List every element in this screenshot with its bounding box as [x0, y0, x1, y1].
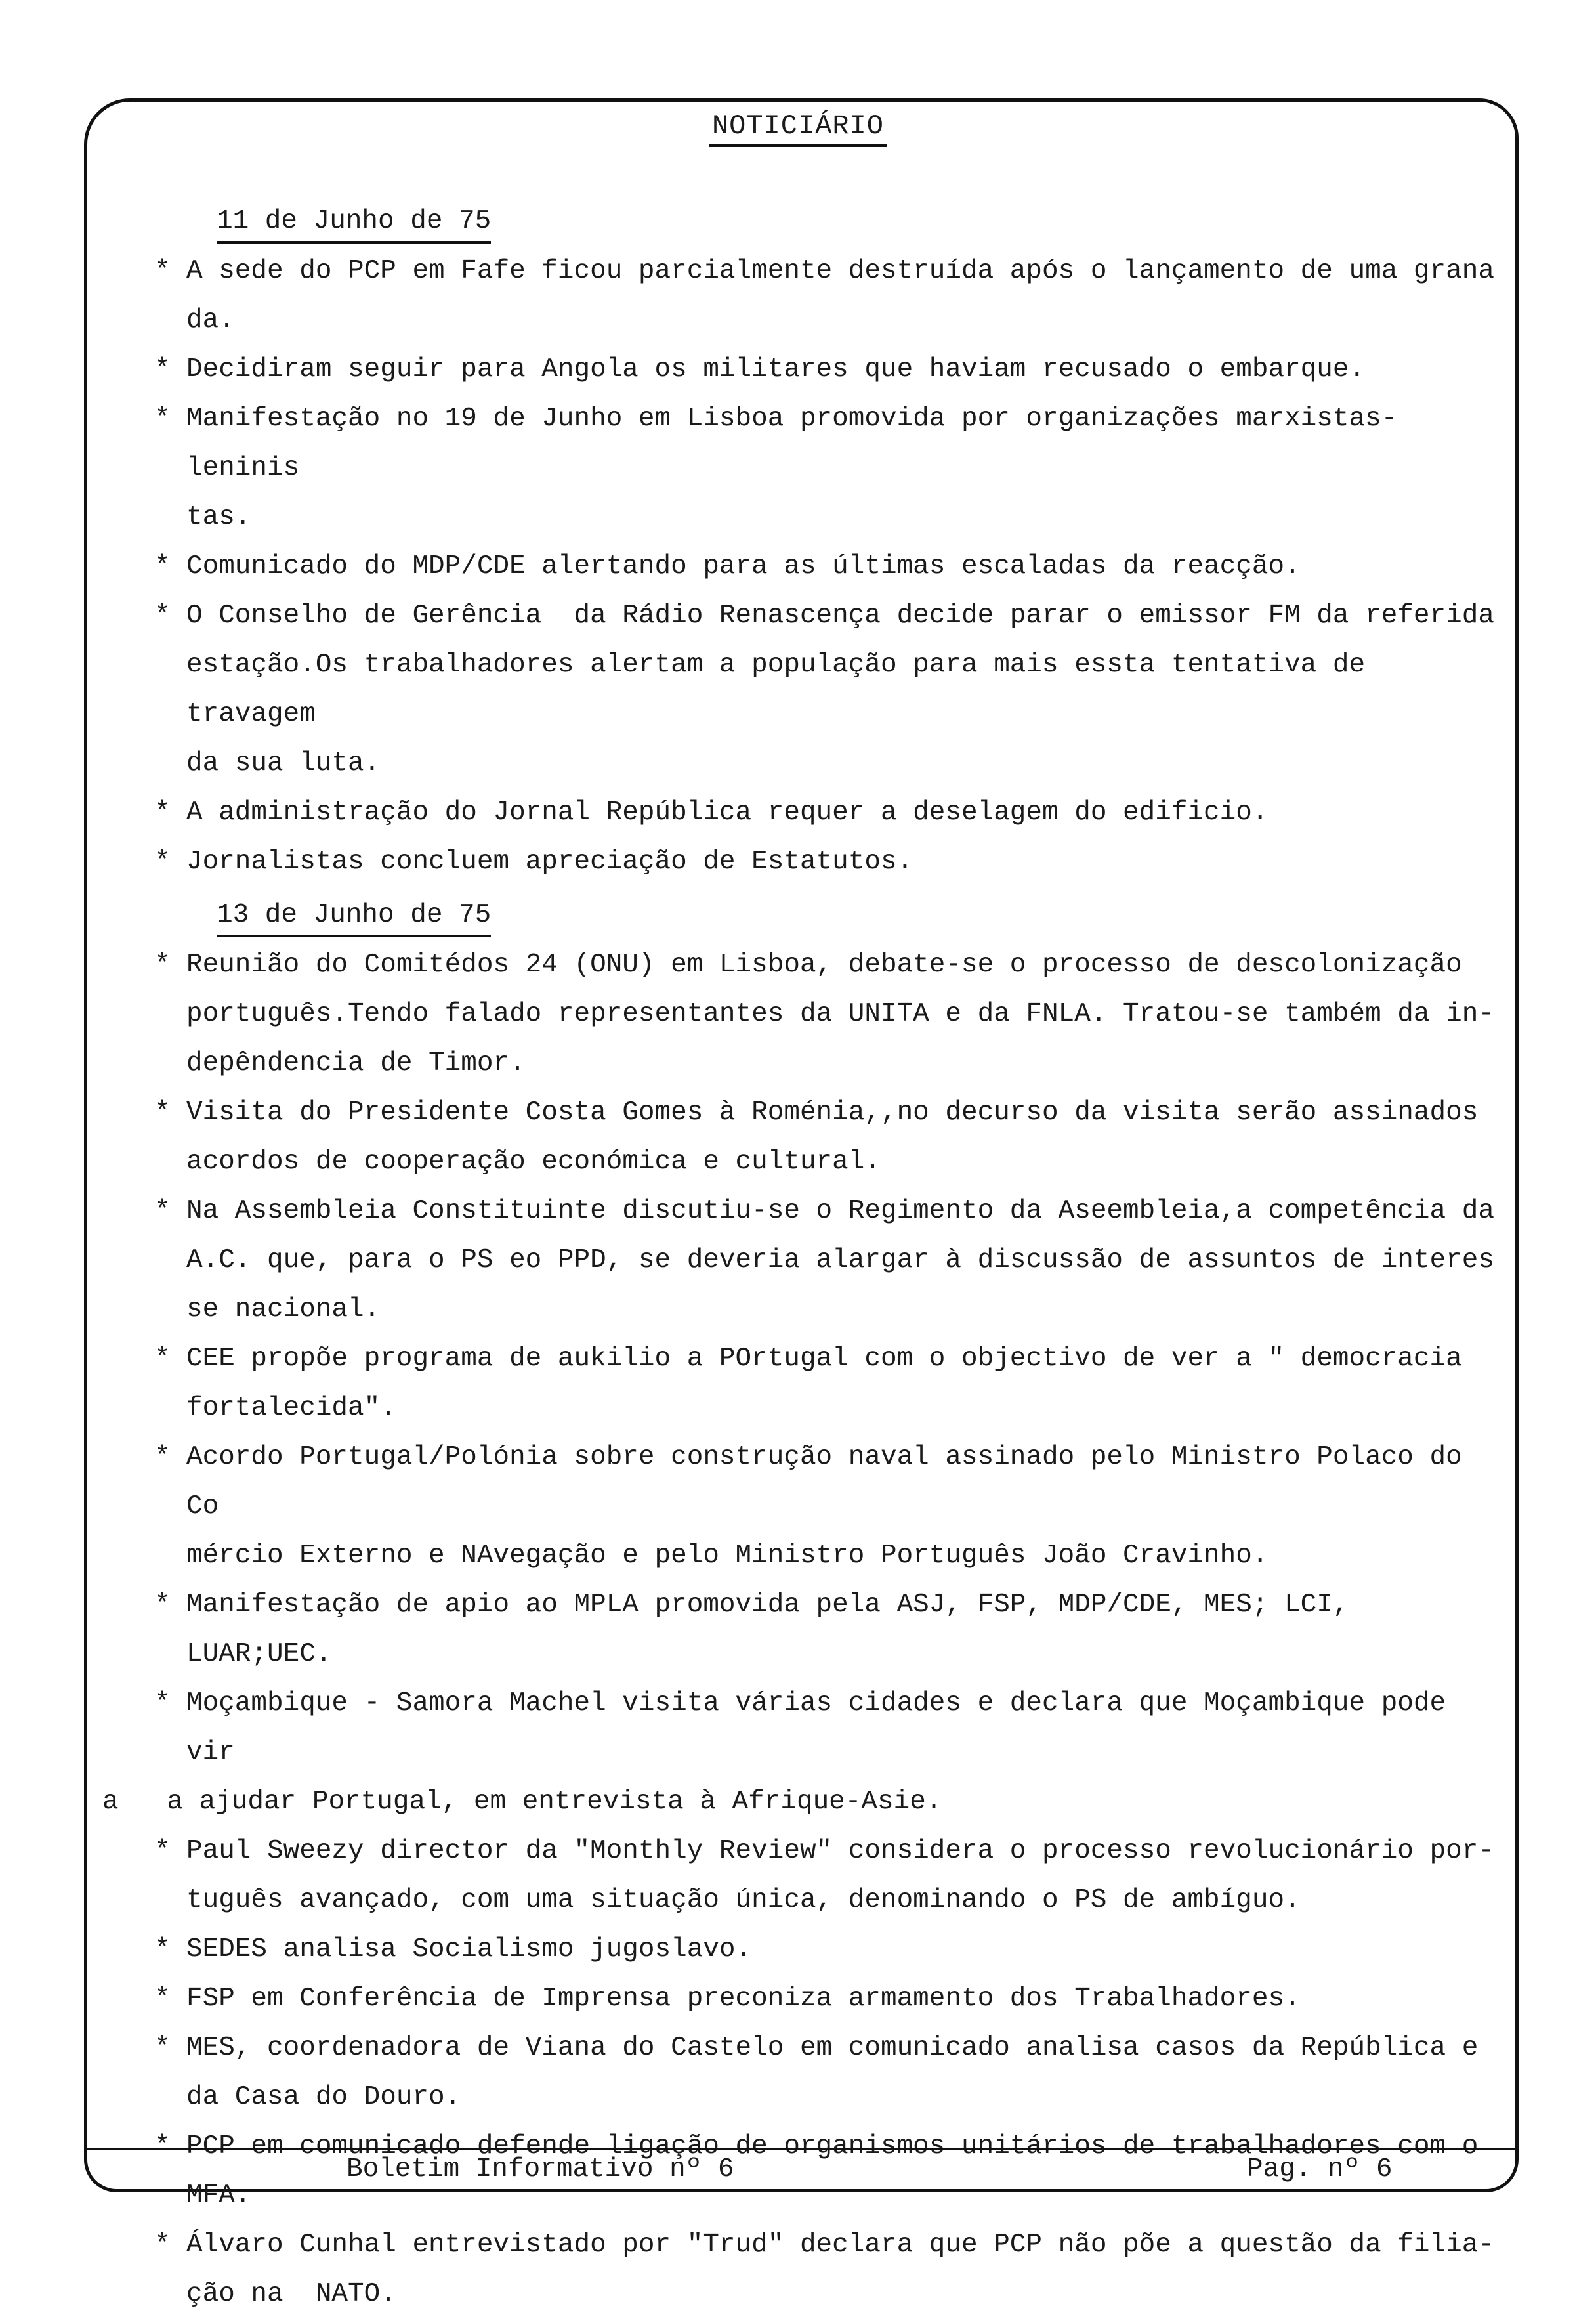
- news-item-line: a a ajudar Portugal, em entrevista à Afrique-Asie.: [102, 1787, 942, 1817]
- bullet-asterisk: *: [154, 1344, 171, 1374]
- bullet-asterisk: *: [154, 1098, 171, 1128]
- bullet-asterisk: *: [154, 256, 171, 286]
- news-item-line: Visita do Presidente Costa Gomes à Roménia,,no decurso da visita serão assinados: [186, 1098, 1479, 1128]
- news-content: [0, 197, 1596, 2323]
- news-item-line: A sede do PCP em Fafe ficou parcialmente destruída após o lançamento de uma grana: [186, 256, 1494, 286]
- bullet-asterisk: *: [154, 1688, 171, 1718]
- news-item-line: MES, coordenadora de Viana do Castelo em comunicado analisa casos da República e: [186, 2033, 1479, 2063]
- section-date-heading: 11 de Junho de 75: [217, 202, 491, 244]
- news-item: [0, 2221, 1505, 2319]
- news-item-line: Decidiram seguir para Angola os militares que haviam recusado o embarque.: [186, 354, 1366, 385]
- news-item-line: se nacional.: [186, 1294, 381, 1325]
- news-item-line: fortalecida".: [186, 1393, 396, 1423]
- bullet-asterisk: *: [154, 1442, 171, 1472]
- news-item-line: Moçambique - Samora Machel visita várias cidades e declara que Moçambique pode vir: [186, 1688, 1462, 1768]
- news-item-line: Manifestação de apio ao MPLA promovida pela ASJ, FSP, MDP/CDE, MES; LCI, LUAR;UEC.: [186, 1590, 1366, 1669]
- news-item: [0, 2024, 1505, 2122]
- news-item-line: Manifestação no 19 de Junho em Lisboa promovida por organizações marxistas-leninis: [186, 404, 1398, 483]
- section-date-heading: 13 de Junho de 75: [217, 895, 491, 937]
- section-gap: [0, 2319, 1596, 2323]
- bullet-asterisk: *: [154, 2230, 171, 2260]
- page-title: [0, 110, 1596, 142]
- news-item-line: Acordo Portugal/Polónia sobre construção naval assinado pelo Ministro Polaco do Co: [186, 1442, 1479, 1522]
- news-item-line: da.: [186, 305, 235, 335]
- footer-page-number: Pag. nº 6: [1247, 2154, 1393, 2184]
- bullet-asterisk: *: [154, 847, 171, 877]
- news-item-line: mércio Externo e NAvegação e pelo Ministro Português João Cravinho.: [186, 1541, 1269, 1571]
- section-date-row: [0, 891, 1596, 941]
- news-item-line: Jornalistas concluem apreciação de Estatutos.: [186, 847, 914, 877]
- news-item-line: CEE propõe programa de aukilio a POrtugal com o objectivo de ver a " democracia: [186, 1344, 1462, 1374]
- news-item-line: O Conselho de Gerência da Rádio Renascença decide parar o emissor FM da referida: [186, 601, 1494, 631]
- bullet-asterisk: *: [154, 798, 171, 828]
- bullet-asterisk: *: [154, 404, 171, 434]
- news-item: [0, 247, 1505, 345]
- news-item: [0, 591, 1505, 788]
- news-item-line: Na Assembleia Constituinte discutiu-se o Regimento da Aseembleia,a competência da: [186, 1196, 1494, 1226]
- news-item: [0, 838, 1505, 887]
- bullet-asterisk: *: [154, 551, 171, 582]
- news-item-line: estação.Os trabalhadores alertam a população para mais essta tentativa de travagem: [186, 650, 1381, 729]
- news-item-line: ção na NATO.: [186, 2279, 396, 2309]
- news-item: [0, 1581, 1505, 1679]
- news-item: [0, 788, 1505, 838]
- news-item-line: A.C. que, para o PS eo PPD, se deveria alargar à discussão de assuntos de interes: [186, 1245, 1494, 1275]
- news-item-line: Paul Sweezy director da "Monthly Review" considera o processo revolucionário por-: [186, 1836, 1494, 1866]
- news-item-line: FSP em Conferência de Imprensa preconiza armamento dos Trabalhadores.: [186, 1984, 1301, 2014]
- news-item: [0, 1433, 1505, 1581]
- news-item-line: MFA.: [186, 2181, 251, 2211]
- bullet-asterisk: *: [154, 2033, 171, 2063]
- bullet-asterisk: *: [154, 950, 171, 980]
- news-item: [0, 394, 1505, 542]
- news-item: [0, 1679, 1505, 1827]
- news-item-line: da sua luta.: [186, 748, 381, 778]
- news-item-line: depêndencia de Timor.: [186, 1048, 526, 1078]
- news-item-line: português.Tendo falado representantes da UNITA e da FNLA. Tratou-se também da in-: [186, 999, 1494, 1029]
- news-item: [0, 345, 1505, 394]
- news-item: [0, 1974, 1505, 2024]
- bullet-asterisk: *: [154, 601, 171, 631]
- page-title-text: NOTICIÁRIO: [709, 110, 887, 147]
- news-item: [0, 1334, 1505, 1433]
- news-item: [0, 1827, 1505, 1925]
- news-item: [0, 1187, 1505, 1334]
- footer-bulletin-label: Boletim Informativo nº 6: [346, 2154, 734, 2184]
- news-item-line: da Casa do Douro.: [186, 2082, 461, 2112]
- bullet-asterisk: *: [154, 1196, 171, 1226]
- news-item: [0, 542, 1505, 591]
- bullet-asterisk: *: [154, 1836, 171, 1866]
- news-item-line: Reunião do Comitédos 24 (ONU) em Lisboa, debate-se o processo de descolonização: [186, 950, 1462, 980]
- news-item-line: A administração do Jornal República requer a deselagem do edificio.: [186, 798, 1269, 828]
- news-item: [0, 941, 1505, 1088]
- section-date-row: [0, 197, 1596, 247]
- news-item-line: SEDES analisa Socialismo jugoslavo.: [186, 1934, 752, 1965]
- news-item-line: tuguês avançado, com uma situação única, denominando o PS de ambíguo.: [186, 1885, 1301, 1915]
- bullet-asterisk: *: [154, 354, 171, 385]
- bullet-asterisk: *: [154, 2131, 171, 2162]
- news-item-line: Álvaro Cunhal entrevistado por "Trud" declara que PCP não põe a questão da filia-: [186, 2230, 1494, 2260]
- footer-divider: [85, 2148, 1519, 2150]
- news-item-line: acordos de cooperação económica e cultural.: [186, 1147, 881, 1177]
- bullet-asterisk: *: [154, 1934, 171, 1965]
- bullet-asterisk: *: [154, 1984, 171, 2014]
- news-item-line: PCP em comunicado defende ligação de organismos unitários de trabalhadores com o: [186, 2131, 1479, 2162]
- news-item: [0, 1925, 1505, 1974]
- news-item-line: Comunicado do MDP/CDE alertando para as últimas escaladas da reacção.: [186, 551, 1301, 582]
- news-item: [0, 1088, 1505, 1187]
- news-item-line: tas.: [186, 502, 251, 532]
- bullet-asterisk: *: [154, 1590, 171, 1620]
